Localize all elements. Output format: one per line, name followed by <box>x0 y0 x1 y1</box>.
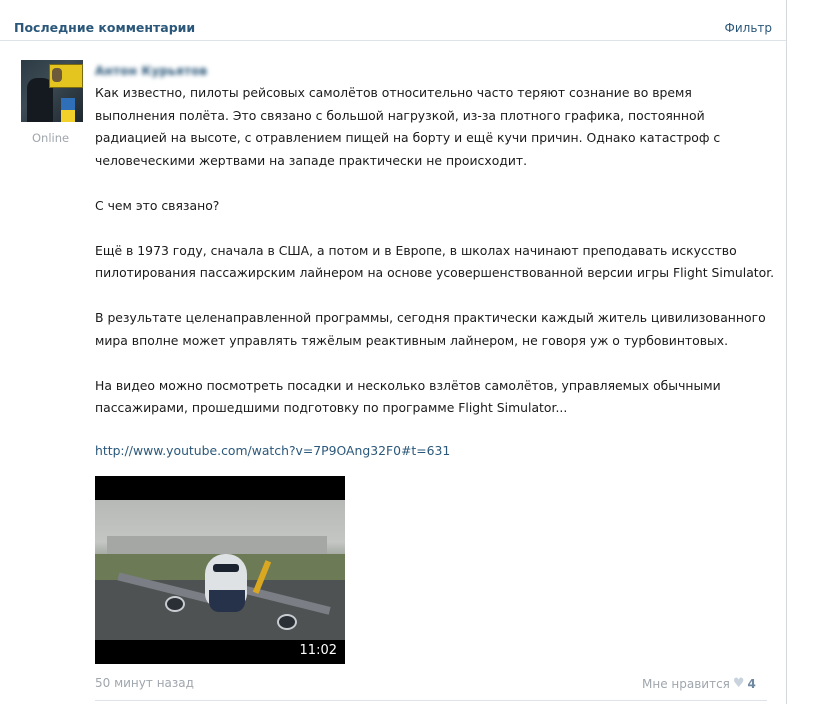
comment-paragraph: В результате целенаправленной программы, сегодня практически каждый житель цивилизованного мира вполне может управлять тяжёлым реактивным лайнером, не говоря уж о турбовинтовых. <box>95 310 766 348</box>
video-thumbnail[interactable] <box>95 476 345 664</box>
video-link[interactable]: http://www.youtube.com/watch?v=7P9OAng32F0#t=631 <box>95 443 451 458</box>
comment-paragraph: Как известно, пилоты рейсовых самолётов относительно часто теряют сознание во время выполнения полёта. Это связано с большой нагрузкой, из-за плотного графика, постоянной радиацией на высоте, с отравлением пищей на борту и ещё кучи причин. Однако катастроф с человеческими жертвами на западе практически не происходит. <box>95 85 721 168</box>
like-label: Мне нравится <box>642 676 730 691</box>
online-status: Online <box>32 131 70 145</box>
avatar-flag <box>61 98 75 122</box>
comment-paragraph: Ещё в 1973 году, сначала в США, а потом и в Европе, в школах начинают преподавать искусство пилотирования пассажирским лайнером на основе усовершенствованной версии игры Flight Simulator. <box>95 242 775 280</box>
panel-header <box>0 0 786 41</box>
comment-timestamp[interactable]: 50 минут назад <box>95 676 194 690</box>
page-title: Последние комментарии <box>14 20 196 35</box>
comment-text <box>95 82 775 442</box>
filter-link[interactable]: Фильтр <box>724 21 772 35</box>
comment-paragraph: На видео можно посмотреть посадки и несколько взлётов самолётов, управляемых обычными пассажирами, прошедшими подготовку по программе Flight Simulator... <box>95 377 721 415</box>
divider <box>95 700 767 701</box>
comment-paragraph: С чем это связано? <box>95 197 220 213</box>
video-duration: 11:02 <box>299 643 337 658</box>
video-scene <box>95 500 345 640</box>
like-count: 4 <box>747 676 756 691</box>
author-name[interactable]: Антон Курьятов <box>95 64 208 78</box>
avatar-poster <box>49 64 83 88</box>
avatar[interactable] <box>21 60 83 122</box>
heart-icon: ♥ <box>732 676 745 691</box>
like-button[interactable] <box>642 676 756 691</box>
